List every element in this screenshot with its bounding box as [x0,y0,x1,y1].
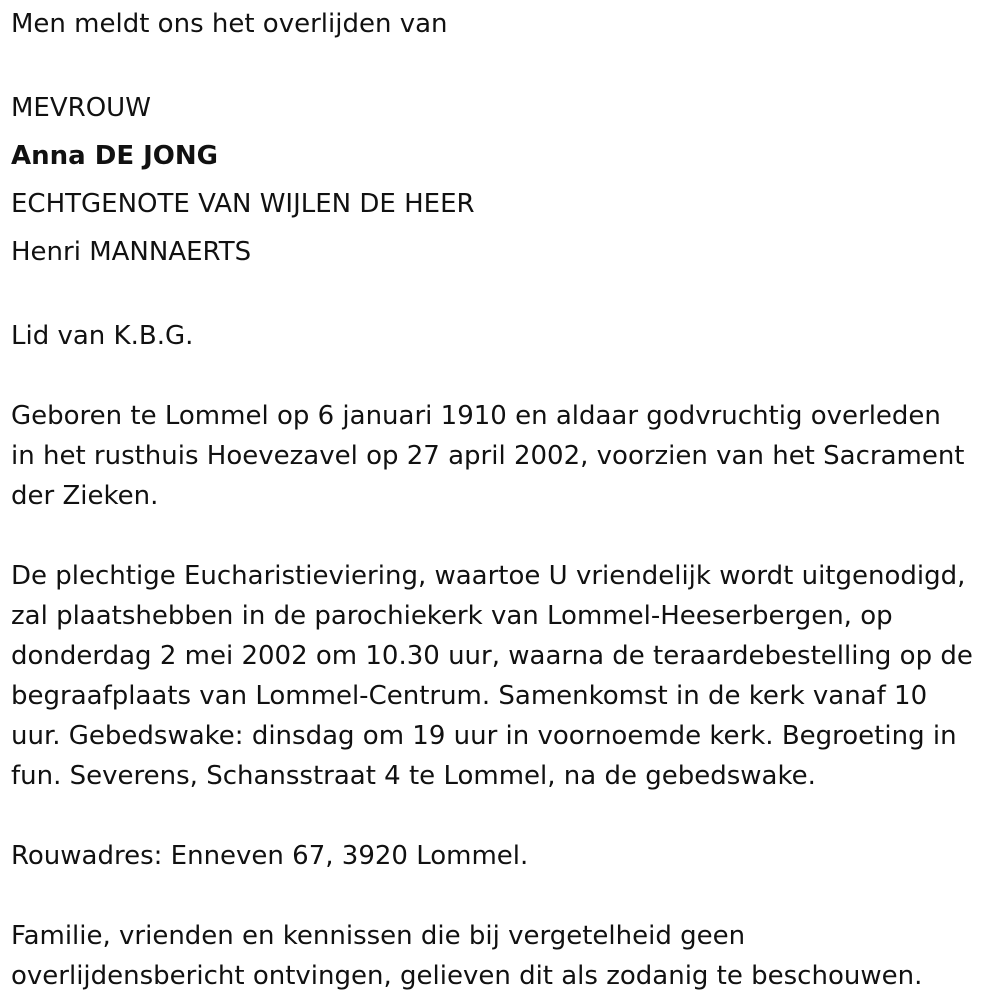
paragraph-line: overlijdensbericht ontvingen, gelieven dit als zodanig te beschouwen. [11,961,923,991]
funeral-paragraph [11,556,988,796]
paragraph-line: Familie, vrienden en kennissen die bij vergetelheid geen [11,921,746,951]
spacer [11,356,988,396]
spacer [11,44,988,84]
paragraph-line: zal plaatshebben in de parochiekerk van Lommel-Heeserbergen, op [11,601,893,631]
spouse-name: Henri MANNAERTS [11,237,252,267]
spacer [11,796,988,836]
paragraph-line: der Zieken. [11,481,159,511]
intro-text: Men meldt ons het overlijden van [11,9,448,39]
paragraph-line: in het rusthuis Hoevezavel op 27 april 2002, voorzien van het Sacrament [11,441,965,471]
paragraph-line: donderdag 2 mei 2002 om 10.30 uur, waarna de teraardebestelling op de [11,641,973,671]
paragraph-line: Geboren te Lommel op 6 januari 1910 en aldaar godvruchtig overleden [11,401,941,431]
relation-text: ECHTGENOTE VAN WIJLEN DE HEER [11,189,475,219]
birth-death-paragraph [11,396,988,516]
mourning-address: Rouwadres: Enneven 67, 3920 Lommel. [11,841,529,871]
closing-paragraph [11,916,988,996]
title-text: MEVROUW [11,93,151,123]
membership-text: Lid van K.B.G. [11,321,194,351]
deceased-block [11,84,988,276]
spacer [11,516,988,556]
paragraph-line: fun. Severens, Schansstraat 4 te Lommel, na de gebedswake. [11,761,816,791]
paragraph-line: De plechtige Eucharistieviering, waartoe U vriendelijk wordt uitgenodigd, [11,561,966,591]
paragraph-line: begraafplaats van Lommel-Centrum. Samenkomst in de kerk vanaf 10 [11,681,928,711]
paragraph-line: uur. Gebedswake: dinsdag om 19 uur in voornoemde kerk. Begroeting in [11,721,957,751]
deceased-name: Anna DE JONG [11,141,219,171]
spacer [11,876,988,916]
spacer [11,276,988,316]
